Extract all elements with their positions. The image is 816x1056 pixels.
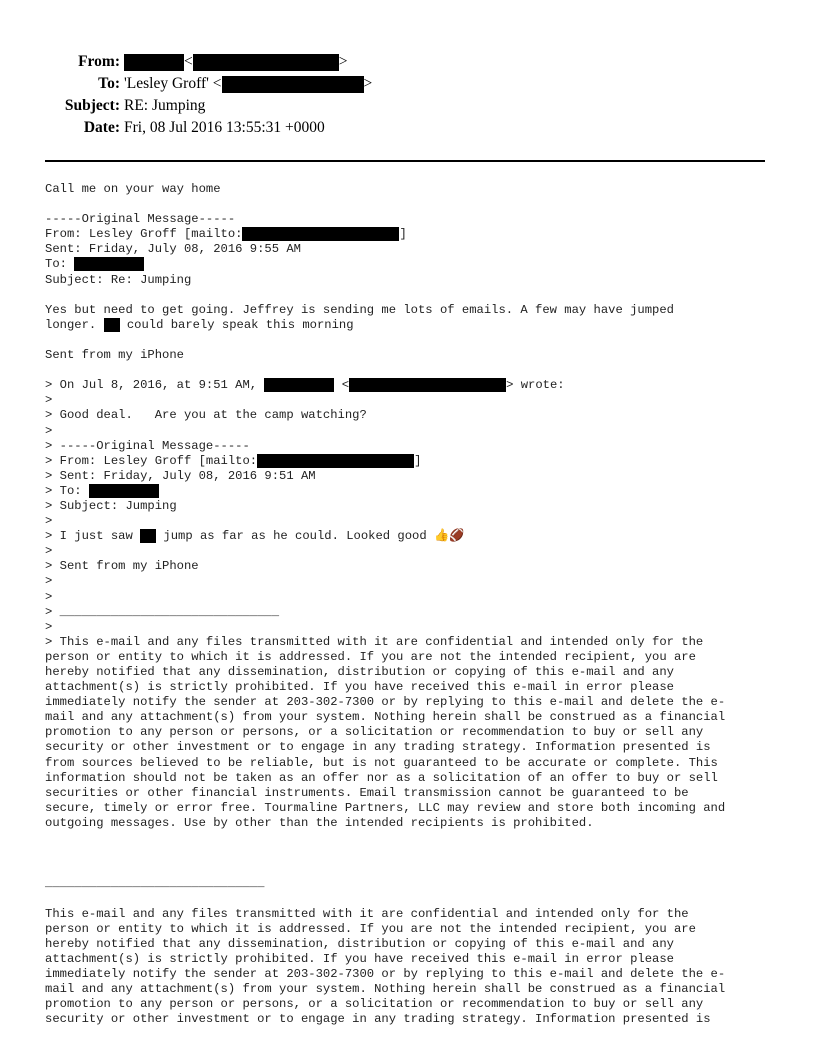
redacted-email <box>242 227 399 241</box>
disclaimer-line: person or entity to which it is addressed. If you are not the intended recipient, you are <box>45 649 696 664</box>
to-gt: > <box>363 75 373 92</box>
subject-value: RE: Jumping <box>124 97 206 114</box>
disclaimer-line: promotion to any person or persons, or a solicitation or recommendation to buy or sell any <box>45 997 704 1012</box>
footer-separator: ______________________________ <box>45 876 265 891</box>
disclaimer-line: immediately notify the sender at 203-302-7300 or by replying to this e-mail and delete the e- <box>45 966 726 981</box>
disclaimer-line: from sources believed to be reliable, but is not guaranteed to be accurate or complete. This <box>45 755 718 770</box>
disclaimer-line: attachment(s) is strictly prohibited. If you have received this e-mail in error please <box>45 680 674 695</box>
date-label: Date: <box>83 119 120 136</box>
quote-marker: > <box>45 544 53 559</box>
redacted-name <box>74 257 144 271</box>
disclaimer-line: secure, timely or error free. Tourmaline Partners, LLC may review and store both incoming and <box>45 800 726 815</box>
date-value: Fri, 08 Jul 2016 13:55:31 +0000 <box>124 119 325 136</box>
from-gt: > <box>338 53 348 70</box>
body-line: Call me on your way home <box>45 182 221 196</box>
disclaimer-line: person or entity to which it is addressed. If you are not the intended recipient, you are <box>45 921 696 936</box>
quoted-separator: > ______________________________ <box>45 604 280 619</box>
quote-marker: > <box>45 589 53 604</box>
quote-marker: > <box>45 423 53 438</box>
quoted-to-line: > To: <box>45 484 775 499</box>
to-label: To: <box>98 75 120 92</box>
subject-label: Subject: <box>64 97 120 114</box>
disclaimer-line: This e-mail and any files transmitted with it are confidential and intended only for the <box>45 906 689 921</box>
quoted-sent-line: > Sent: Friday, July 08, 2016 9:51 AM <box>45 468 316 483</box>
quoted-to-line: To: <box>45 257 775 272</box>
redacted-name <box>264 378 334 392</box>
quote-marker: > <box>45 514 53 529</box>
disclaimer-line: > This e-mail and any files transmitted with it are confidential and intended only for the <box>45 634 704 649</box>
redacted-recipient-email <box>222 76 364 93</box>
disclaimer-line: security or other investment or to engage in any trading strategy. Information presented is <box>45 740 711 755</box>
redacted-name <box>89 484 159 498</box>
quoted-from-line: From: Lesley Groff [mailto: ] <box>45 227 407 242</box>
email-body <box>45 182 775 1027</box>
signature-line: > Sent from my iPhone <box>45 559 199 574</box>
disclaimer-line: securities or other financial instruments. Email transmission cannot be guaranteed to be <box>45 785 689 800</box>
quoted-line: > Good deal. Are you at the camp watching? <box>45 408 367 423</box>
quoted-from-line: > From: Lesley Groff [mailto: ] <box>45 453 422 468</box>
disclaimer-line: mail and any attachment(s) from your system. Nothing herein shall be construed as a financial <box>45 710 726 725</box>
disclaimer-line: immediately notify the sender at 203-302-7300 or by replying to this e-mail and delete the e- <box>45 695 726 710</box>
redacted-sender-email <box>193 54 339 71</box>
original-message-separator: > -----Original Message----- <box>45 438 250 453</box>
disclaimer-line: hereby notified that any dissemination, distribution or copying of this e-mail and any <box>45 936 674 951</box>
to-value: 'Lesley Groff' < <box>124 75 222 92</box>
from-label: From: <box>78 53 120 70</box>
body-line: longer. could barely speak this morning <box>45 317 354 332</box>
signature-line: Sent from my iPhone <box>45 348 184 363</box>
body-line: Yes but need to get going. Jeffrey is sending me lots of emails. A few may have jumped <box>45 302 674 317</box>
quoted-sent-line: Sent: Friday, July 08, 2016 9:55 AM <box>45 242 301 257</box>
disclaimer-line: outgoing messages. Use by other than the intended recipients is prohibited. <box>45 815 594 830</box>
quoted-line: > I just saw jump as far as he could. Looked good 👍🏈 <box>45 529 465 544</box>
from-lt: < <box>184 53 193 70</box>
thumbs-up-football-icon: 👍🏈 <box>434 529 465 544</box>
disclaimer-line: promotion to any person or persons, or a solicitation or recommendation to buy or sell any <box>45 725 704 740</box>
disclaimer-line: attachment(s) is strictly prohibited. If you have received this e-mail in error please <box>45 951 674 966</box>
disclaimer-line: hereby notified that any dissemination, distribution or copying of this e-mail and any <box>45 665 674 679</box>
redacted-email <box>349 378 506 392</box>
redacted-sender-name <box>124 54 184 71</box>
disclaimer-line: information should not be taken as an offer nor as a solicitation of an offer to buy or sell <box>45 770 718 785</box>
original-message-separator: -----Original Message----- <box>45 212 236 227</box>
quoted-subject-line: Subject: Re: Jumping <box>45 272 192 287</box>
header-divider <box>45 160 765 162</box>
quote-marker: > <box>45 574 53 589</box>
disclaimer-line: security or other investment or to engage in any trading strategy. Information presented is <box>45 1012 711 1027</box>
quoted-subject-line: > Subject: Jumping <box>45 498 177 513</box>
quote-marker: > <box>45 619 53 634</box>
redacted-email <box>257 454 414 468</box>
quoted-attribution-line: > On Jul 8, 2016, at 9:51 AM, < > wrote: <box>45 378 565 393</box>
redacted-name <box>104 318 120 332</box>
redacted-name <box>140 529 156 543</box>
quote-marker: > <box>45 393 53 408</box>
disclaimer-line: mail and any attachment(s) from your system. Nothing herein shall be construed as a financial <box>45 981 726 996</box>
